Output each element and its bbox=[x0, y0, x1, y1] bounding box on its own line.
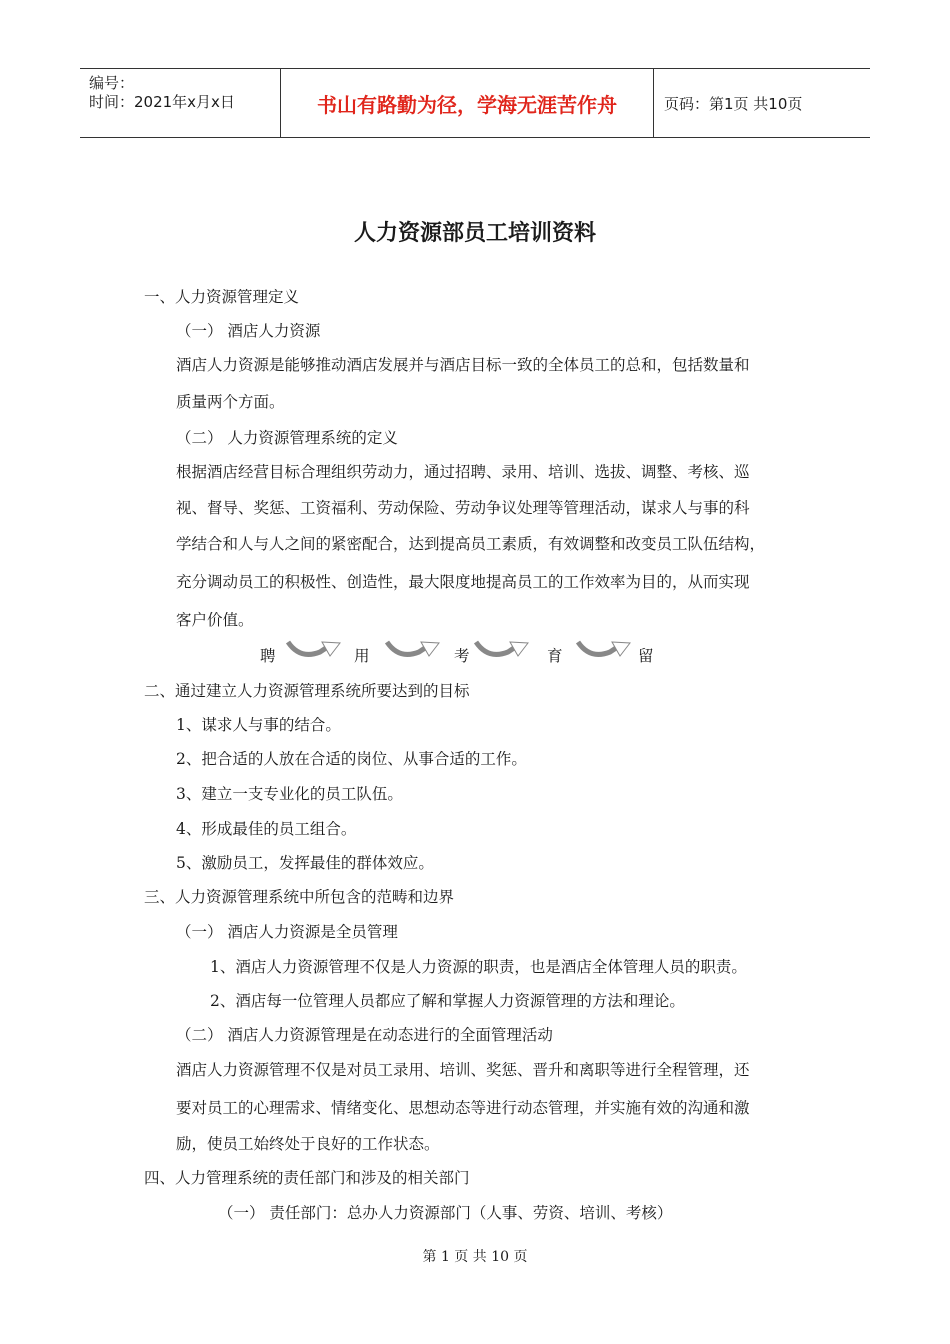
subsection-heading: （一） 酒店人力资源 bbox=[176, 322, 321, 340]
flow-step: 育 bbox=[547, 647, 563, 665]
list-item: 5、激励员工，发挥最佳的群体效应。 bbox=[176, 854, 434, 872]
subsection-heading: （一） 责任部门：总办人力资源部门（人事、劳资、培训、考核） bbox=[218, 1204, 673, 1222]
flow-step: 用 bbox=[354, 647, 370, 665]
paragraph-line: 要对员工的心理需求、情绪变化、思想动态等进行动态管理，并实施有效的沟通和激 bbox=[176, 1099, 750, 1117]
page-footer: 第 1 页 共 10 页 bbox=[422, 1249, 528, 1265]
paragraph-line: 充分调动员工的积极性、创造性，最大限度地提高员工的工作效率为目的，从而实现 bbox=[176, 573, 750, 591]
process-flow bbox=[0, 636, 950, 676]
curved-arrow-icon bbox=[474, 636, 532, 662]
list-item: 2、酒店每一位管理人员都应了解和掌握人力资源管理的方法和理论。 bbox=[210, 992, 685, 1010]
paragraph-line: 质量两个方面。 bbox=[176, 393, 285, 411]
list-item: 2、把合适的人放在合适的岗位、从事合适的工作。 bbox=[176, 750, 527, 768]
curved-arrow-icon bbox=[576, 636, 634, 662]
list-item: 1、谋求人与事的结合。 bbox=[176, 716, 341, 734]
header-meta-cell bbox=[80, 69, 281, 137]
subsection-heading: （二） 酒店人力资源管理是在动态进行的全面管理活动 bbox=[176, 1026, 553, 1044]
subsection-heading: （一） 酒店人力资源是全员管理 bbox=[176, 923, 398, 941]
list-item: 4、形成最佳的员工组合。 bbox=[176, 820, 357, 838]
paragraph-line: 励，使员工始终处于良好的工作状态。 bbox=[176, 1135, 440, 1153]
paragraph-line: 酒店人力资源管理不仅是对员工录用、培训、奖惩、晋升和离职等进行全程管理，还 bbox=[176, 1061, 750, 1079]
paragraph-line: 学结合和人与人之间的紧密配合，达到提高员工素质，有效调整和改变员工队伍结构， bbox=[176, 535, 766, 553]
section-heading-1: 一、人力资源管理定义 bbox=[144, 288, 300, 306]
paragraph-line: 客户价值。 bbox=[176, 611, 254, 629]
document-header bbox=[80, 68, 870, 138]
flow-step: 留 bbox=[638, 647, 654, 665]
header-number: 编号： bbox=[89, 74, 135, 92]
section-heading-3: 三、人力资源管理系统中所包含的范畴和边界 bbox=[144, 888, 455, 906]
section-heading-4: 四、人力管理系统的责任部门和涉及的相关部门 bbox=[144, 1169, 470, 1187]
subsection-heading: （二） 人力资源管理系统的定义 bbox=[176, 429, 398, 447]
list-item: 1、酒店人力资源管理不仅是人力资源的职责，也是酒店全体管理人员的职责。 bbox=[210, 958, 747, 976]
list-item: 3、建立一支专业化的员工队伍。 bbox=[176, 785, 403, 803]
curved-arrow-icon bbox=[286, 636, 344, 662]
document-title: 人力资源部员工培训资料 bbox=[353, 221, 596, 246]
flow-step: 聘 bbox=[260, 647, 276, 665]
paragraph-line: 根据酒店经营目标合理组织劳动力，通过招聘、录用、培训、选拔、调整、考核、巡 bbox=[176, 463, 750, 481]
curved-arrow-icon bbox=[385, 636, 443, 662]
flow-step: 考 bbox=[454, 647, 470, 665]
header-motto: 书山有路勤为径，学海无涯苦作舟 bbox=[281, 69, 654, 137]
section-heading-2: 二、通过建立人力资源管理系统所要达到的目标 bbox=[144, 682, 470, 700]
header-page-code: 页码：第1页 共10页 bbox=[664, 94, 803, 113]
paragraph-line: 视、督导、奖惩、工资福利、劳动保险、劳动争议处理等管理活动，谋求人与事的科 bbox=[176, 499, 750, 517]
header-time: 时间：2021年x月x日 bbox=[89, 93, 235, 111]
paragraph-line: 酒店人力资源是能够推动酒店发展并与酒店目标一致的全体员工的总和，包括数量和 bbox=[176, 356, 750, 374]
